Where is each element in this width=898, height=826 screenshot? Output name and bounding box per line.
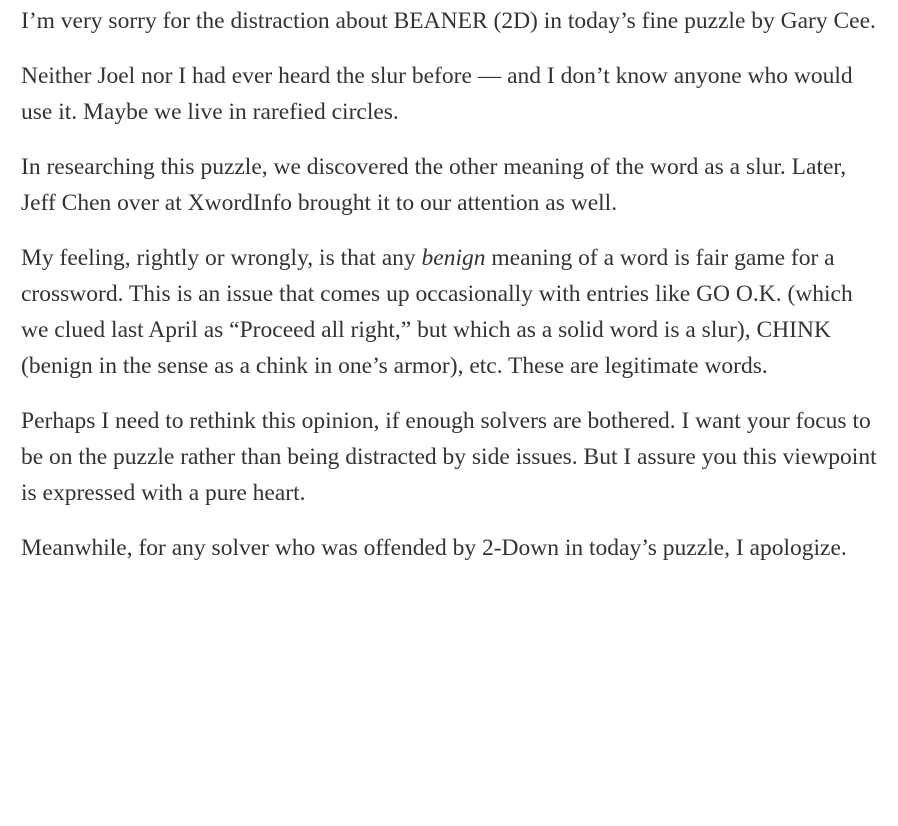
emphasis-benign: benign bbox=[421, 245, 486, 271]
paragraph-opinion bbox=[21, 240, 881, 384]
paragraph-opinion-start: My feeling, rightly or wrongly, is that any bbox=[21, 245, 422, 271]
paragraph-research: In researching this puzzle, we discovered the other meaning of the word as a slur. Later, Jeff Chen over at XwordInfo brought it to our attention as well. bbox=[21, 154, 847, 216]
paragraph-apology-intro: I’m very sorry for the distraction about BEANER (2D) in today’s fine puzzle by Gary Cee. bbox=[21, 8, 876, 34]
paragraph-opinion-end: meaning of a word is fair game for a crossword. This is an issue that comes up occasionally with entries like GO O.K. (which we clued last April as “Proceed all right,” but which as a solid word is a slur), CHINK (benign in the sense as a chink in one’s armor), etc. These are legitimate words. bbox=[21, 245, 853, 379]
paragraph-apology-closing: Meanwhile, for any solver who was offended by 2-Down in today’s puzzle, I apologize. bbox=[21, 535, 847, 561]
article-body bbox=[21, 3, 881, 566]
paragraph-rethink: Perhaps I need to rethink this opinion, if enough solvers are bothered. I want your focus to be on the puzzle rather than being distracted by side issues. But I assure you this viewpoint is expressed with a pure heart. bbox=[21, 408, 877, 506]
paragraph-slur-unknown: Neither Joel nor I had ever heard the slur before — and I don’t know anyone who would use it. Maybe we live in rarefied circles. bbox=[21, 63, 853, 125]
